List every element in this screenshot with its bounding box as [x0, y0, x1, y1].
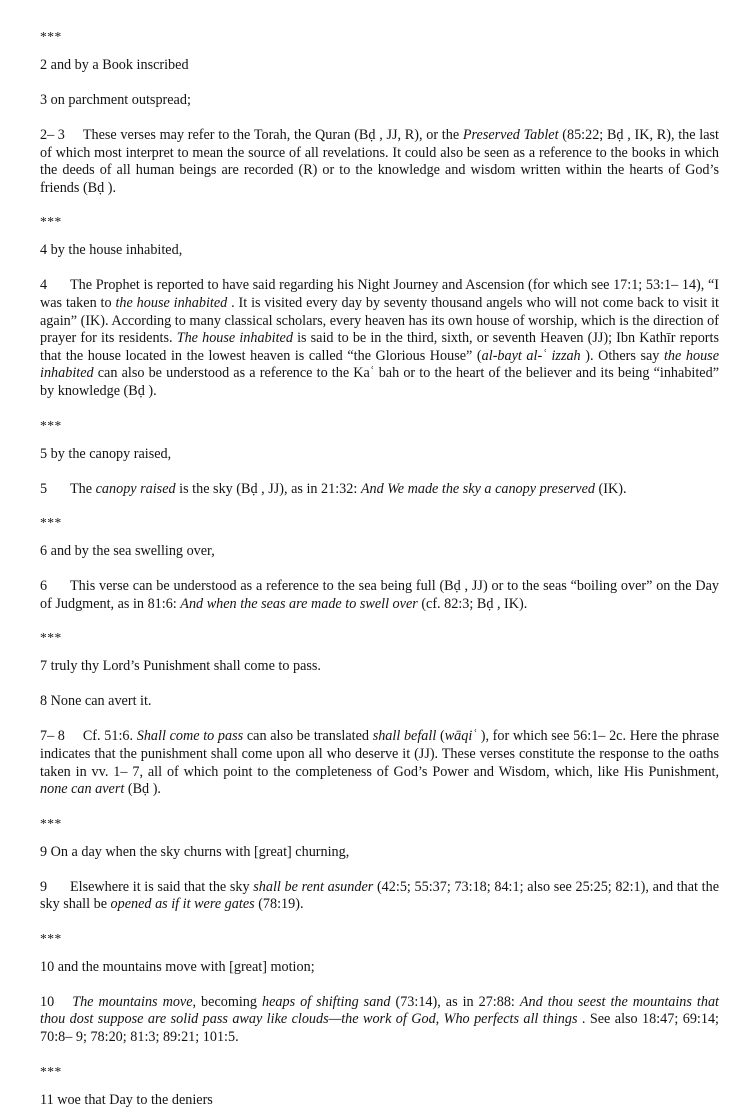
commentary-paragraph: [40, 728, 719, 798]
section-separator: ***: [40, 930, 62, 946]
section-separator: ***: [40, 630, 62, 646]
quoted-phrase: heaps of shifting sand: [262, 993, 391, 1010]
verse-line: 4 by the house inhabited,: [40, 242, 183, 259]
section-separator: ***: [40, 214, 62, 230]
section-separator: ***: [40, 515, 62, 531]
separator-spacer: [40, 949, 719, 959]
commentary-verse-number: 7– 8: [40, 728, 65, 745]
quoted-phrase: opened as if it were gates: [110, 896, 255, 913]
commentary-verse-number: 5: [40, 480, 48, 497]
commentary-paragraph: [40, 127, 719, 197]
section-separator: ***: [40, 417, 62, 433]
document-content: [40, 30, 719, 1109]
commentary-paragraph: [40, 879, 719, 914]
commentary-text: can also be translated: [243, 728, 373, 745]
commentary-text: (42:5; 55:37; 73:18; 84:1; also see 25:25; 82:1), and that the sky shall be: [40, 878, 719, 913]
section-separator: ***: [40, 815, 62, 831]
commentary-text: . See also 18:47; 69:14; 70:8– 9; 78:20; 81:3; 89:21; 101:5.: [40, 1011, 719, 1046]
commentary-text: Elsewhere it is said that the sky: [70, 878, 254, 895]
commentary-verse-number: 6: [40, 578, 48, 595]
commentary-text: (: [436, 728, 445, 745]
commentary-text: is the sky (Bḍ , JJ), as in 21:32:: [175, 480, 361, 497]
commentary-text: This verse can be understood as a reference to the sea being full (Bḍ , JJ) or to the seas “boiling over” on the Day of Judgment, as in 81:6:: [40, 578, 719, 612]
quoted-phrase: The house inhabited: [176, 330, 293, 347]
commentary-text: ), for which see 56:1– 2c. Here the phrase indicates that the punishment shall come upon all who deserve it (JJ). These verses constitute the response to the oaths taken in vv. 1– 7, all of which point to the completeness of God’s Power and Wisdom, which, like His Punishment,: [40, 728, 719, 780]
commentary-text: Cf. 51:6.: [82, 728, 137, 745]
commentary-verse-number: 4: [40, 277, 48, 294]
commentary-text: . It is visited every day by seventy thousand angels who will not come back to visit it again” (IK). According to many classical scholars, every heaven has its own house of worship, which is the direction of prayer for its residents.: [40, 294, 719, 347]
verse-line: 5 by the canopy raised,: [40, 445, 172, 462]
verse-line: 3 on parchment outspread;: [40, 92, 191, 108]
quoted-phrase: al-bayt al-ʿ izzah: [481, 347, 581, 364]
commentary-text: becoming: [196, 993, 262, 1010]
commentary-text: (85:22; Bḍ , IK, R), the last of which most interpret to mean the source of all revelations. It could also be seen as a reference to the books in which the deeds of all human beings are recorded (R) or to the knowledge and wisdom written within the hearts of God’s friends (Bḍ ).: [40, 127, 719, 196]
commentary-text: is said to be in the third, sixth, or seventh Heaven (JJ); Ibn Kathīr reports that the house located in the lowest heaven is called “the Glorious House” (: [40, 330, 719, 364]
quoted-phrase: shall befall: [372, 728, 437, 745]
separator-spacer: [40, 47, 719, 57]
verse-line: 10 and the mountains move with [great] motion;: [40, 958, 315, 975]
commentary-text: can also be understood as a reference to the Kaʿ bah or to the heart of the believer and its being “inhabited” by knowledge (Bḍ ).: [40, 365, 719, 399]
commentary-verse-number: 10: [40, 993, 55, 1010]
section-separator: ***: [40, 29, 62, 44]
separator-spacer: [40, 533, 719, 543]
quoted-phrase: The mountains move,: [72, 993, 197, 1010]
commentary-text: (IK).: [595, 480, 627, 497]
verse-line: 2 and by a Book inscribed: [40, 57, 189, 73]
verse-line: 8 None can avert it.: [40, 693, 152, 710]
quoted-phrase: wāqiʿ: [444, 728, 478, 745]
commentary-paragraph: [40, 994, 719, 1047]
quoted-phrase: And thou seest the mountains that thou dost suppose are solid pass away like clouds—the work of God, Who perfects all things: [40, 993, 719, 1028]
commentary-text: The: [70, 480, 96, 497]
commentary-text: The Prophet is reported to have said regarding his Night Journey and Ascension (for which see 17:1; 53:1– 14), “I was taken to: [40, 277, 719, 311]
verse-line: 11 woe that Day to the deniers: [40, 1091, 213, 1108]
commentary-paragraph: [40, 481, 719, 499]
commentary-text: (78:19).: [254, 896, 304, 913]
separator-spacer: [40, 1082, 719, 1092]
quoted-phrase: canopy raised: [95, 480, 176, 497]
verse-line: 6 and by the sea swelling over,: [40, 543, 215, 560]
quoted-phrase: the house inhabited: [40, 347, 719, 382]
quoted-phrase: shall be rent asunder: [253, 878, 374, 895]
quoted-phrase: Shall come to pass: [136, 728, 244, 745]
section-separator: ***: [40, 1063, 62, 1079]
commentary-text: These verses may refer to the Torah, the Quran (Bḍ , JJ, R), or the: [82, 127, 463, 143]
commentary-text: (cf. 82:3; Bḍ , IK).: [417, 595, 528, 612]
commentary-text: ). Others say: [580, 347, 664, 364]
quoted-phrase: none can avert: [40, 781, 125, 798]
quoted-phrase: And We made the sky a canopy preserved: [360, 480, 595, 497]
commentary-verse-number: 9: [40, 878, 48, 895]
quoted-phrase: the house inhabited: [115, 294, 228, 311]
quoted-phrase: Preserved Tablet: [462, 127, 559, 143]
commentary-text: (Bḍ ).: [124, 781, 161, 798]
separator-spacer: [40, 232, 719, 242]
quoted-phrase: And when the seas are made to swell over: [180, 595, 418, 612]
commentary-verse-number: 2– 3: [40, 127, 65, 143]
separator-spacer: [40, 436, 719, 446]
verse-line: 9 On a day when the sky churns with [great] churning,: [40, 843, 350, 860]
commentary-paragraph: [40, 277, 719, 400]
commentary-text: (73:14), as in 27:88:: [390, 993, 520, 1010]
separator-spacer: [40, 834, 719, 844]
verse-line: 7 truly thy Lord’s Punishment shall come to pass.: [40, 658, 321, 675]
separator-spacer: [40, 648, 719, 658]
commentary-paragraph: [40, 578, 719, 613]
